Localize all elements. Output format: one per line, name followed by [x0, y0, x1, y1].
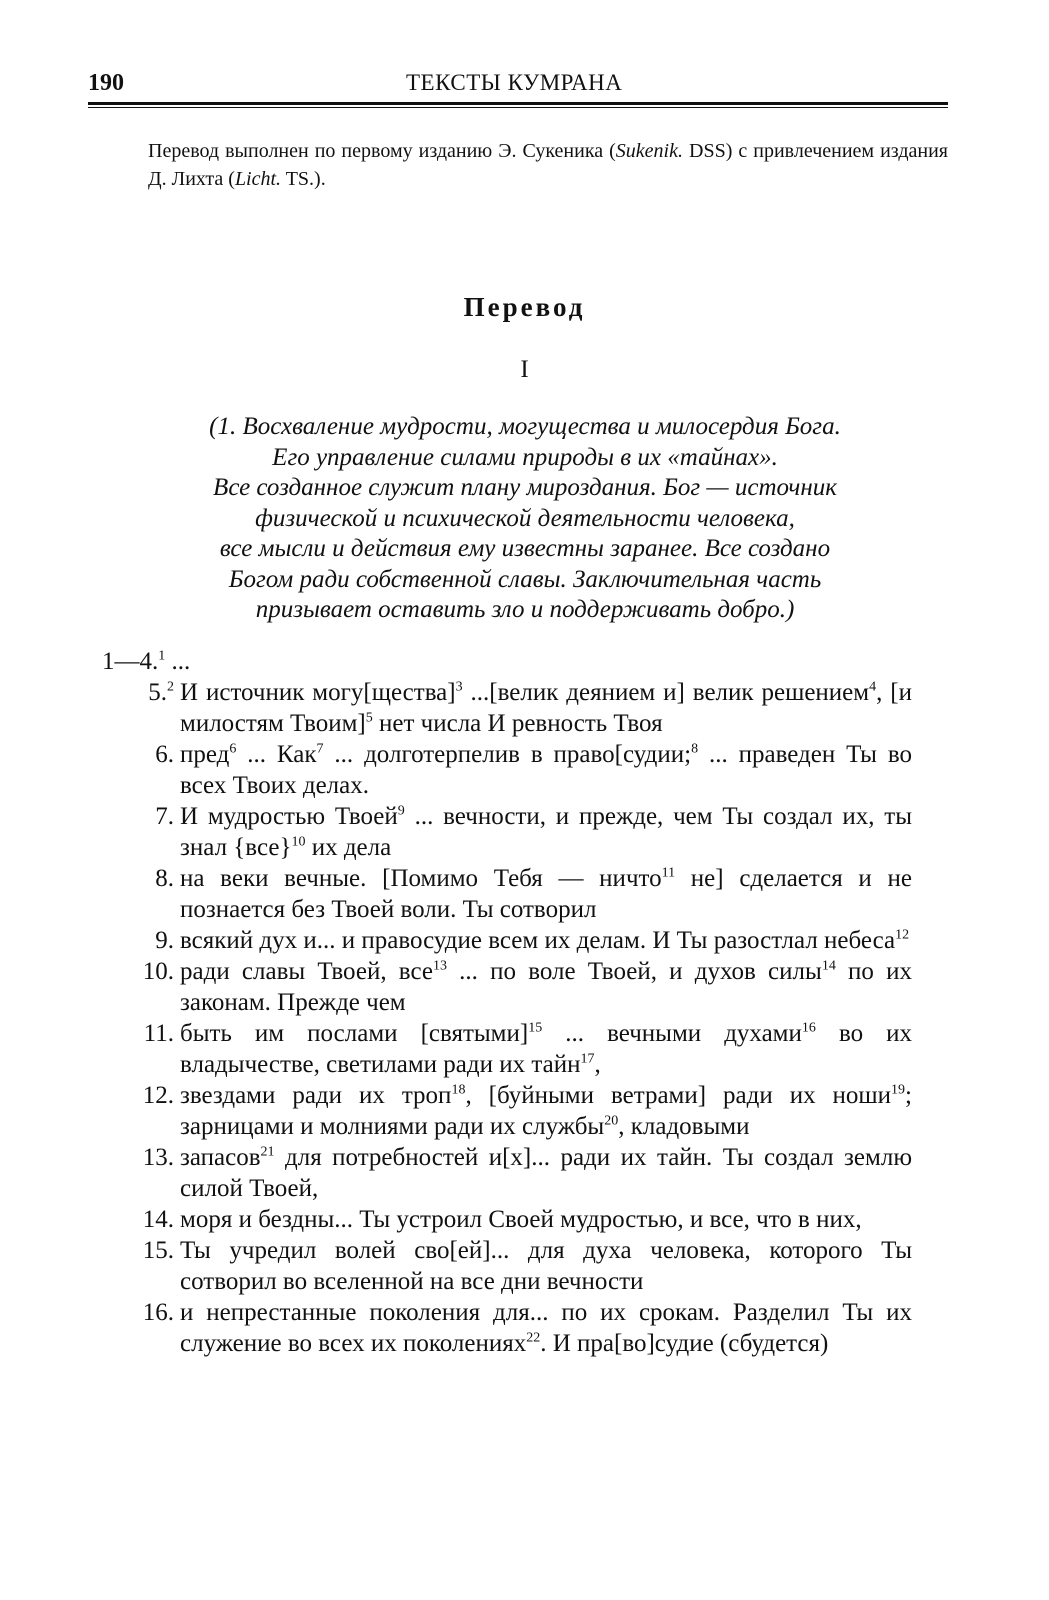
- verse-number: 15.: [142, 1237, 174, 1264]
- verse-14: [132, 1204, 912, 1235]
- footnote-ref: 11: [661, 865, 676, 881]
- verse-fragment: . И пра[во]судие (сбудется): [540, 1330, 829, 1357]
- translation-note-text: [88, 137, 948, 193]
- summary-line: Богом ради собственной славы. Заключительная часть: [228, 565, 822, 593]
- verse-number: 14.: [142, 1206, 174, 1233]
- footnote-ref: 6: [229, 741, 237, 757]
- verse-number: 13.: [142, 1144, 174, 1171]
- verse-1-4: [102, 646, 912, 677]
- verse-text: [180, 739, 912, 801]
- verse-fragment: ... праведен Ты во всех Твоих делах.: [180, 741, 912, 799]
- verse-fragment: по их законам. Прежде чем: [180, 958, 912, 1016]
- footnote-ref: 21: [260, 1144, 275, 1160]
- verse-text: [180, 1080, 912, 1142]
- verse-fragment: , [буйными ветрами] ради их ноши: [465, 1082, 892, 1109]
- verse-5: [132, 677, 912, 739]
- verse-text: [180, 677, 912, 739]
- footnote-ref: 3: [455, 679, 463, 695]
- running-title: ТЕКСТЫ КУМРАНА: [406, 70, 623, 95]
- summary-line: Его управление силами природы в их «тайнах».: [272, 443, 778, 471]
- verse-text: [180, 925, 912, 956]
- verse-fragment: быть им послами [святыми]: [180, 1020, 529, 1047]
- column-summary: [120, 412, 930, 626]
- verse-fragment: во их владычестве, светилами ради их тайн: [180, 1020, 913, 1078]
- verse-number: 8.: [155, 865, 174, 892]
- verse-fragment: ,: [594, 1051, 601, 1078]
- footnote-ref: 9: [397, 803, 405, 819]
- verse-number: 16.: [142, 1299, 174, 1326]
- section-number: I: [520, 356, 529, 383]
- verse-fragment: И мудростью Твоей: [180, 803, 398, 830]
- verse-text: [180, 1297, 912, 1359]
- verse-6: [132, 739, 912, 801]
- note-part: Перевод выполнен по первому изданию Э. Сукеника (: [148, 140, 616, 162]
- header-rule-thin: [88, 107, 948, 108]
- verse-number: 6.: [155, 741, 174, 768]
- footnote-ref: 17: [580, 1051, 595, 1067]
- verse-text: [180, 801, 912, 863]
- summary-line: (1. Восхваление мудрости, могущества и милосердия Бога.: [209, 413, 841, 440]
- verse-number-text: 5.: [148, 679, 167, 706]
- section-title: Перевод: [463, 292, 586, 322]
- verse-fragment: и непрестанные поколения для... по их срокам. Разделил Ты их служение во всех их поколениях: [180, 1299, 912, 1357]
- footnote-ref: 22: [526, 1330, 541, 1346]
- verse-fragment: ...: [165, 648, 191, 675]
- footnote-ref: 19: [891, 1082, 906, 1098]
- footnote-ref: 12: [895, 927, 910, 943]
- verse-fragment: всякий дух и... и правосудие всем их делам. И Ты разостлал небеса: [180, 927, 896, 954]
- verse-13: [132, 1142, 912, 1204]
- summary-line: Все созданное служит плану мироздания. Бог — источник: [213, 474, 837, 501]
- verse-number: 10.: [142, 958, 174, 985]
- summary-line: все мысли и действия ему известны заранее. Все создано: [219, 535, 831, 562]
- verse-fragment: ... вечными духами: [542, 1020, 802, 1047]
- summary-line: физической и психической деятельности человека,: [255, 504, 795, 532]
- running-head: [88, 70, 948, 102]
- page-number: 190: [88, 70, 124, 96]
- verse-16: [132, 1297, 912, 1359]
- verse-number: 12.: [142, 1082, 174, 1109]
- verse-text: [102, 646, 912, 677]
- verse-fragment: ... долготерпелив в право[судии;: [323, 741, 692, 768]
- verse-fragment: не] сделается и не познается без Твоей воли. Ты сотворил: [180, 865, 912, 923]
- verse-fragment: И источник могу[щества]: [180, 679, 456, 706]
- verse-fragment: ... Как: [236, 741, 317, 768]
- verse-15: [132, 1235, 912, 1297]
- footnote-ref: 8: [691, 741, 699, 757]
- verse-9: [132, 925, 912, 956]
- verse-fragment: ... вечности, и прежде, чем Ты создал их, ты знал {все}: [180, 803, 913, 861]
- verse-text: Ты учредил волей сво[ей]... для духа человека, которого Ты сотворил во вселенной на все дни вечности: [180, 1237, 912, 1295]
- verse-fragment: звездами ради их троп: [180, 1082, 452, 1109]
- verse-text: [180, 1018, 912, 1080]
- verse-fragment: запасов: [180, 1144, 261, 1171]
- footnote-ref: 16: [801, 1020, 816, 1036]
- translation-note: [88, 137, 948, 193]
- verse-text: [180, 956, 912, 1018]
- verse-fragment: , кладовыми: [618, 1113, 750, 1140]
- verse-fragment: на веки вечные. [Помимо Тебя — ничто: [180, 865, 662, 892]
- verse-fragment: для потребностей и[х]... ради их тайн. Ты создал землю силой Твоей,: [180, 1144, 912, 1202]
- footnote-ref: 10: [291, 834, 306, 850]
- verse-fragment: , [и милостям Твоим]: [180, 679, 912, 737]
- verse-12: [132, 1080, 912, 1142]
- footnote-ref: 4: [869, 679, 877, 695]
- verse-list: [102, 646, 913, 1359]
- footnote-ref: 2: [167, 679, 174, 695]
- footnote-ref: 18: [451, 1082, 466, 1098]
- verse-text: [180, 1142, 912, 1204]
- header-rule-thick: [88, 102, 948, 105]
- verse-number: 7.: [155, 803, 174, 830]
- verse-8: [132, 863, 912, 925]
- footnote-ref: 20: [604, 1113, 619, 1129]
- verse-fragment: ради славы Твоей, все: [180, 958, 433, 985]
- verse-text: [180, 863, 912, 925]
- summary-line: призывает оставить зло и поддерживать добро.): [255, 596, 795, 623]
- verse-text: моря и бездны... Ты устроил Своей мудростью, и все, что в них,: [180, 1206, 862, 1233]
- verse-fragment: ... по воле Твоей, и духов силы: [446, 958, 822, 985]
- verse-number: 11.: [143, 1020, 174, 1047]
- footnote-ref: 5: [365, 710, 373, 726]
- verse-7: [132, 801, 912, 863]
- footnote-ref: 1: [158, 648, 166, 664]
- note-part: DSS) с привлечением издания Д. Лихта (: [148, 140, 948, 190]
- note-part: TS.).: [281, 168, 326, 190]
- verse-11: [132, 1018, 912, 1080]
- note-citation-licht: Licht.: [234, 168, 282, 190]
- footnote-ref: 13: [432, 958, 447, 974]
- verse-fragment: нет числа И ревность Твоя: [372, 710, 663, 737]
- verse-fragment: 1—4.: [102, 648, 159, 675]
- footnote-ref: 14: [821, 958, 836, 974]
- note-citation-sukenik: Sukenik.: [615, 140, 683, 162]
- verse-10: [132, 956, 912, 1018]
- verse-fragment: ; зарницами и молниями ради их службы: [180, 1082, 912, 1140]
- footnote-ref: 7: [316, 741, 324, 757]
- verse-number: 9.: [155, 927, 174, 954]
- footnote-ref: 15: [528, 1020, 543, 1036]
- verse-fragment: ...[велик деянием и] велик решением: [462, 679, 870, 706]
- verse-fragment: пред: [180, 741, 230, 768]
- verse-number: [132, 677, 180, 739]
- verse-fragment: их дела: [305, 834, 392, 861]
